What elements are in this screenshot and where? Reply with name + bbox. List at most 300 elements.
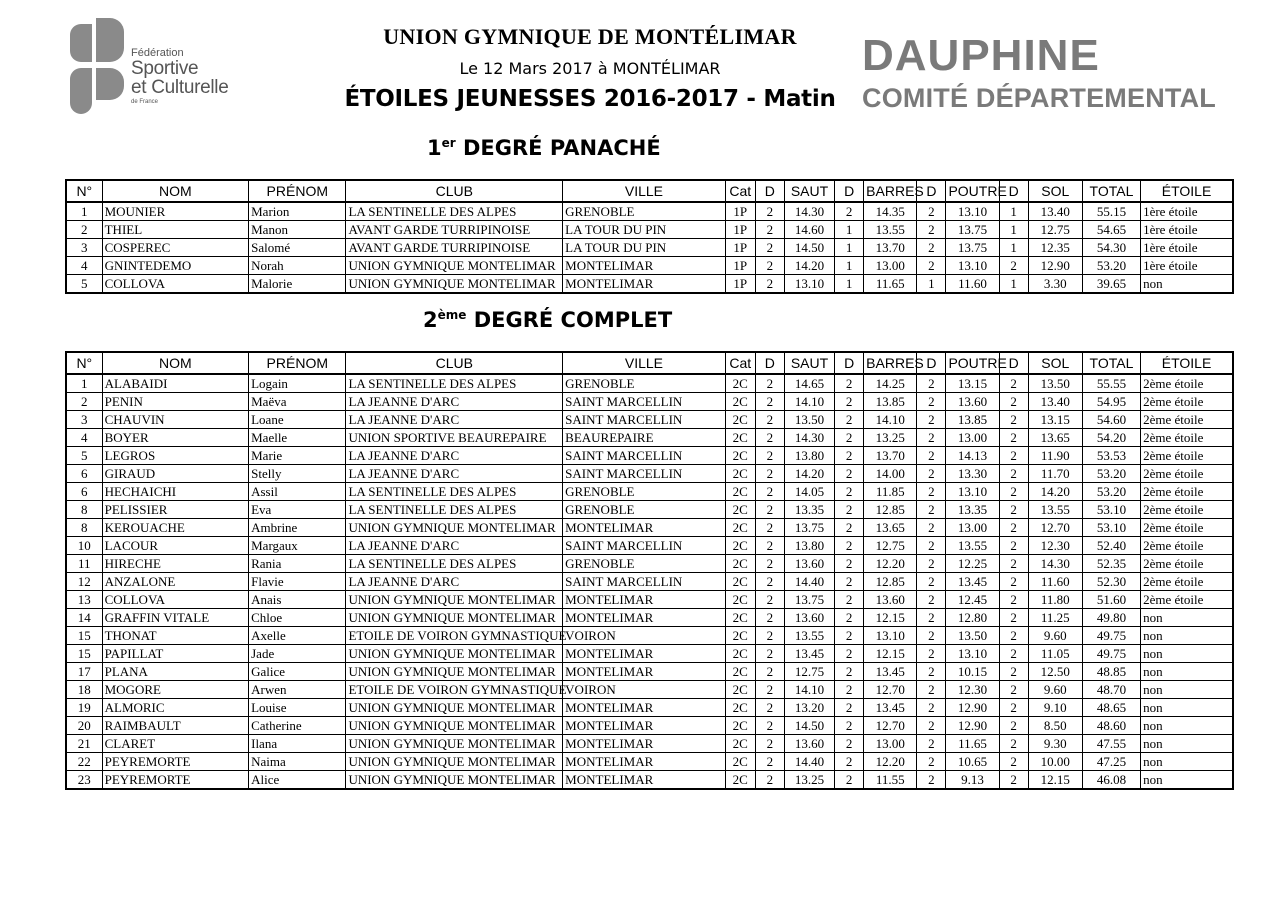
- column-header-cat: Cat: [725, 352, 755, 374]
- table-row: [66, 447, 1233, 465]
- cell-cat: 2C: [725, 609, 755, 627]
- section1-num: 1: [427, 136, 442, 160]
- cell-saut: 13.60: [784, 735, 834, 753]
- cell-poutre: 12.90: [946, 717, 999, 735]
- table-row: [66, 275, 1233, 294]
- column-header-d-barres: D: [835, 180, 864, 202]
- cell-prenom: Ilana: [249, 735, 346, 753]
- cell-saut: 13.45: [784, 645, 834, 663]
- cell-rank: 18: [66, 681, 102, 699]
- cell-nom: PENIN: [102, 393, 249, 411]
- cell-club: UNION GYMNIQUE MONTELIMAR: [346, 663, 563, 681]
- cell-prenom: Loane: [249, 411, 346, 429]
- cell-cat: 2C: [725, 465, 755, 483]
- cell-d-poutre: 2: [917, 573, 946, 591]
- cell-club: UNION GYMNIQUE MONTELIMAR: [346, 645, 563, 663]
- cell-d-poutre: 2: [917, 221, 946, 239]
- cell-sol: 12.90: [1028, 257, 1082, 275]
- cell-saut: 14.65: [784, 374, 834, 393]
- cell-d-saut: 2: [755, 663, 784, 681]
- cell-d-barres: 1: [835, 275, 864, 294]
- cell-etoile: non: [1141, 627, 1233, 645]
- cell-d-poutre: 2: [917, 735, 946, 753]
- cell-d-sol: 2: [999, 257, 1028, 275]
- cell-prenom: Manon: [249, 221, 346, 239]
- cell-barres: 13.55: [864, 221, 917, 239]
- cell-d-sol: 2: [999, 591, 1028, 609]
- table-row: [66, 202, 1233, 221]
- column-header-ville: VILLE: [563, 352, 726, 374]
- cell-d-barres: 2: [835, 609, 864, 627]
- cell-nom: THONAT: [102, 627, 249, 645]
- cell-poutre: 13.10: [946, 202, 999, 221]
- cell-sol: 10.00: [1028, 753, 1082, 771]
- cell-rank: 6: [66, 483, 102, 501]
- cell-etoile: 1ère étoile: [1141, 202, 1233, 221]
- cell-saut: 14.10: [784, 393, 834, 411]
- cell-d-barres: 2: [835, 202, 864, 221]
- cell-rank: 3: [66, 239, 102, 257]
- cell-d-poutre: 2: [917, 483, 946, 501]
- cell-d-saut: 2: [755, 627, 784, 645]
- cell-club: LA JEANNE D'ARC: [346, 411, 563, 429]
- cell-nom: COLLOVA: [102, 275, 249, 294]
- cell-d-sol: 2: [999, 717, 1028, 735]
- cell-d-saut: 2: [755, 374, 784, 393]
- cell-saut: 13.25: [784, 771, 834, 790]
- cell-club: LA SENTINELLE DES ALPES: [346, 374, 563, 393]
- cell-cat: 2C: [725, 699, 755, 717]
- cell-ville: SAINT MARCELLIN: [563, 465, 726, 483]
- cell-cat: 2C: [725, 591, 755, 609]
- cell-sol: 12.70: [1028, 519, 1082, 537]
- cell-club: AVANT GARDE TURRIPINOISE: [346, 239, 563, 257]
- cell-d-poutre: 1: [917, 275, 946, 294]
- cell-cat: 2C: [725, 429, 755, 447]
- cell-club: UNION GYMNIQUE MONTELIMAR: [346, 735, 563, 753]
- logo-text: [131, 48, 228, 105]
- cell-etoile: non: [1141, 645, 1233, 663]
- cell-d-saut: 2: [755, 465, 784, 483]
- cell-club: UNION GYMNIQUE MONTELIMAR: [346, 257, 563, 275]
- cell-club: UNION GYMNIQUE MONTELIMAR: [346, 753, 563, 771]
- column-header-d-sol: D: [999, 352, 1028, 374]
- table-row: [66, 537, 1233, 555]
- cell-sol: 9.30: [1028, 735, 1082, 753]
- cell-etoile: non: [1141, 663, 1233, 681]
- cell-d-saut: 2: [755, 717, 784, 735]
- cell-barres: 12.70: [864, 717, 917, 735]
- cell-nom: MOUNIER: [102, 202, 249, 221]
- column-header-cat: Cat: [725, 180, 755, 202]
- column-header-club: CLUB: [346, 180, 563, 202]
- cell-d-barres: 2: [835, 735, 864, 753]
- cell-club: LA SENTINELLE DES ALPES: [346, 483, 563, 501]
- cell-rank: 19: [66, 699, 102, 717]
- cell-d-poutre: 2: [917, 447, 946, 465]
- cell-barres: 13.70: [864, 447, 917, 465]
- cell-d-barres: 2: [835, 681, 864, 699]
- cell-nom: GIRAUD: [102, 465, 249, 483]
- table-row: [66, 573, 1233, 591]
- cell-d-poutre: 2: [917, 591, 946, 609]
- cell-d-saut: 2: [755, 699, 784, 717]
- cell-poutre: 11.65: [946, 735, 999, 753]
- cell-d-sol: 2: [999, 483, 1028, 501]
- table-row: [66, 393, 1233, 411]
- cell-rank: 3: [66, 411, 102, 429]
- cell-prenom: Axelle: [249, 627, 346, 645]
- cell-d-barres: 2: [835, 627, 864, 645]
- logo-shape-top-right: [96, 18, 124, 62]
- cell-d-saut: 2: [755, 501, 784, 519]
- column-header-ville: VILLE: [563, 180, 726, 202]
- cell-etoile: 1ère étoile: [1141, 239, 1233, 257]
- cell-total: 51.60: [1082, 591, 1140, 609]
- cell-d-saut: 2: [755, 257, 784, 275]
- cell-ville: MONTELIMAR: [563, 645, 726, 663]
- cell-d-poutre: 2: [917, 501, 946, 519]
- column-header-sol: SOL: [1028, 180, 1082, 202]
- brand-line2: COMITÉ DÉPARTEMENTAL: [862, 83, 1216, 113]
- cell-nom: MOGORE: [102, 681, 249, 699]
- cell-rank: 15: [66, 627, 102, 645]
- cell-d-sol: 1: [999, 202, 1028, 221]
- cell-club: LA JEANNE D'ARC: [346, 465, 563, 483]
- cell-ville: MONTELIMAR: [563, 609, 726, 627]
- cell-nom: PLANA: [102, 663, 249, 681]
- cell-rank: 5: [66, 275, 102, 294]
- cell-rank: 8: [66, 501, 102, 519]
- cell-rank: 12: [66, 573, 102, 591]
- cell-saut: 14.20: [784, 257, 834, 275]
- cell-etoile: 2ème étoile: [1141, 573, 1233, 591]
- cell-d-barres: 2: [835, 573, 864, 591]
- cell-d-sol: 1: [999, 239, 1028, 257]
- cell-prenom: Eva: [249, 501, 346, 519]
- logo-shape-bottom-right: [96, 68, 124, 100]
- cell-d-sol: 2: [999, 555, 1028, 573]
- cell-d-barres: 2: [835, 411, 864, 429]
- cell-rank: 1: [66, 374, 102, 393]
- cell-total: 39.65: [1082, 275, 1140, 294]
- cell-etoile: non: [1141, 699, 1233, 717]
- cell-d-poutre: 2: [917, 681, 946, 699]
- cell-prenom: Salomé: [249, 239, 346, 257]
- cell-d-saut: 2: [755, 645, 784, 663]
- section2-title: [423, 308, 672, 332]
- cell-club: LA SENTINELLE DES ALPES: [346, 202, 563, 221]
- cell-d-barres: 1: [835, 257, 864, 275]
- cell-barres: 14.25: [864, 374, 917, 393]
- cell-d-saut: 2: [755, 393, 784, 411]
- cell-etoile: 2ème étoile: [1141, 429, 1233, 447]
- cell-ville: GRENOBLE: [563, 374, 726, 393]
- cell-d-saut: 2: [755, 735, 784, 753]
- cell-total: 55.15: [1082, 202, 1140, 221]
- cell-ville: MONTELIMAR: [563, 257, 726, 275]
- cell-sol: 11.70: [1028, 465, 1082, 483]
- cell-d-poutre: 2: [917, 645, 946, 663]
- cell-total: 54.60: [1082, 411, 1140, 429]
- cell-ville: SAINT MARCELLIN: [563, 573, 726, 591]
- cell-barres: 13.45: [864, 699, 917, 717]
- cell-d-saut: 2: [755, 555, 784, 573]
- cell-sol: 11.60: [1028, 573, 1082, 591]
- cell-etoile: 2ème étoile: [1141, 555, 1233, 573]
- cell-cat: 2C: [725, 483, 755, 501]
- section2-sup: ème: [437, 308, 467, 322]
- cell-etoile: 2ème étoile: [1141, 501, 1233, 519]
- cell-barres: 13.85: [864, 393, 917, 411]
- cell-d-saut: 2: [755, 681, 784, 699]
- cell-total: 52.35: [1082, 555, 1140, 573]
- cell-nom: CHAUVIN: [102, 411, 249, 429]
- cell-ville: MONTELIMAR: [563, 771, 726, 790]
- cell-rank: 22: [66, 753, 102, 771]
- cell-cat: 2C: [725, 645, 755, 663]
- cell-saut: 13.60: [784, 555, 834, 573]
- cell-nom: GNINTEDEMO: [102, 257, 249, 275]
- cell-d-saut: 2: [755, 573, 784, 591]
- cell-sol: 9.10: [1028, 699, 1082, 717]
- cell-club: UNION GYMNIQUE MONTELIMAR: [346, 717, 563, 735]
- column-header-etoile: ÉTOILE: [1141, 180, 1233, 202]
- cell-d-sol: 2: [999, 627, 1028, 645]
- cell-d-poutre: 2: [917, 374, 946, 393]
- column-header-prenom: PRÉNOM: [249, 352, 346, 374]
- cell-total: 49.75: [1082, 627, 1140, 645]
- cell-nom: PEYREMORTE: [102, 753, 249, 771]
- cell-total: 53.20: [1082, 465, 1140, 483]
- cell-d-sol: 2: [999, 663, 1028, 681]
- cell-d-barres: 2: [835, 663, 864, 681]
- cell-barres: 12.75: [864, 537, 917, 555]
- cell-d-poutre: 2: [917, 771, 946, 790]
- cell-total: 53.53: [1082, 447, 1140, 465]
- brand-line1: DAUPHINE: [862, 31, 1100, 80]
- cell-d-poutre: 2: [917, 239, 946, 257]
- cell-total: 53.20: [1082, 483, 1140, 501]
- cell-poutre: 10.65: [946, 753, 999, 771]
- cell-d-barres: 2: [835, 519, 864, 537]
- cell-barres: 13.00: [864, 735, 917, 753]
- cell-prenom: Louise: [249, 699, 346, 717]
- cell-d-saut: 2: [755, 771, 784, 790]
- cell-total: 52.40: [1082, 537, 1140, 555]
- cell-sol: 12.35: [1028, 239, 1082, 257]
- table-row: [66, 519, 1233, 537]
- cell-prenom: Assil: [249, 483, 346, 501]
- cell-d-saut: 2: [755, 483, 784, 501]
- cell-total: 47.25: [1082, 753, 1140, 771]
- cell-club: LA JEANNE D'ARC: [346, 573, 563, 591]
- cell-ville: MONTELIMAR: [563, 275, 726, 294]
- cell-ville: MONTELIMAR: [563, 699, 726, 717]
- dauphine-brand: [862, 31, 1216, 113]
- cell-d-saut: 2: [755, 591, 784, 609]
- header-row: [66, 352, 1233, 374]
- cell-ville: MONTELIMAR: [563, 519, 726, 537]
- column-header-d-sol: D: [999, 180, 1028, 202]
- cell-etoile: 2ème étoile: [1141, 374, 1233, 393]
- column-header-d-poutre: D: [917, 180, 946, 202]
- cell-etoile: 2ème étoile: [1141, 465, 1233, 483]
- cell-poutre: 13.50: [946, 627, 999, 645]
- cell-prenom: Malorie: [249, 275, 346, 294]
- cell-cat: 2C: [725, 411, 755, 429]
- cell-nom: ALMORIC: [102, 699, 249, 717]
- cell-poutre: 12.30: [946, 681, 999, 699]
- table-row: [66, 717, 1233, 735]
- cell-ville: MONTELIMAR: [563, 663, 726, 681]
- cell-poutre: 13.10: [946, 257, 999, 275]
- cell-d-saut: 2: [755, 753, 784, 771]
- column-header-etoile: ÉTOILE: [1141, 352, 1233, 374]
- cell-sol: 12.30: [1028, 537, 1082, 555]
- cell-poutre: 11.60: [946, 275, 999, 294]
- cell-saut: 13.50: [784, 411, 834, 429]
- cell-poutre: 13.85: [946, 411, 999, 429]
- cell-d-barres: 2: [835, 465, 864, 483]
- cell-club: ETOILE DE VOIRON GYMNASTIQUE: [346, 681, 563, 699]
- cell-prenom: Jade: [249, 645, 346, 663]
- cell-barres: 11.85: [864, 483, 917, 501]
- cell-rank: 8: [66, 519, 102, 537]
- cell-ville: LA TOUR DU PIN: [563, 221, 726, 239]
- cell-cat: 2C: [725, 663, 755, 681]
- logo-line1: Fédération: [131, 47, 184, 59]
- section1-label: DEGRÉ PANACHÉ: [463, 136, 661, 160]
- cell-poutre: 12.80: [946, 609, 999, 627]
- cell-d-sol: 2: [999, 519, 1028, 537]
- cell-nom: LACOUR: [102, 537, 249, 555]
- cell-sol: 12.75: [1028, 221, 1082, 239]
- cell-rank: 21: [66, 735, 102, 753]
- cell-prenom: Alice: [249, 771, 346, 790]
- cell-barres: 12.85: [864, 501, 917, 519]
- cell-saut: 13.35: [784, 501, 834, 519]
- event-title: ÉTOILES JEUNESSES 2016-2017 - Matin: [344, 86, 836, 112]
- cell-saut: 13.80: [784, 447, 834, 465]
- cell-prenom: Catherine: [249, 717, 346, 735]
- date-line: Le 12 Mars 2017 à MONTÉLIMAR: [459, 59, 721, 78]
- table-row: [66, 609, 1233, 627]
- cell-barres: 14.10: [864, 411, 917, 429]
- cell-rank: 2: [66, 393, 102, 411]
- cell-total: 54.20: [1082, 429, 1140, 447]
- cell-rank: 17: [66, 663, 102, 681]
- cell-cat: 1P: [725, 202, 755, 221]
- cell-nom: CLARET: [102, 735, 249, 753]
- cell-total: 53.10: [1082, 501, 1140, 519]
- cell-sol: 13.40: [1028, 202, 1082, 221]
- table-row: [66, 591, 1233, 609]
- cell-d-sol: 2: [999, 573, 1028, 591]
- table-row: [66, 465, 1233, 483]
- cell-sol: 13.65: [1028, 429, 1082, 447]
- cell-club: UNION GYMNIQUE MONTELIMAR: [346, 519, 563, 537]
- cell-sol: 11.05: [1028, 645, 1082, 663]
- cell-d-poutre: 2: [917, 717, 946, 735]
- cell-poutre: 12.45: [946, 591, 999, 609]
- cell-saut: 13.60: [784, 609, 834, 627]
- cell-nom: LEGROS: [102, 447, 249, 465]
- column-header-poutre: POUTRE: [946, 180, 999, 202]
- cell-nom: PEYREMORTE: [102, 771, 249, 790]
- cell-barres: 12.15: [864, 609, 917, 627]
- cell-d-sol: 2: [999, 681, 1028, 699]
- cell-ville: GRENOBLE: [563, 501, 726, 519]
- cell-ville: GRENOBLE: [563, 202, 726, 221]
- cell-ville: SAINT MARCELLIN: [563, 447, 726, 465]
- cell-d-barres: 2: [835, 374, 864, 393]
- cell-sol: 13.55: [1028, 501, 1082, 519]
- column-header-rank: N°: [66, 180, 102, 202]
- cell-poutre: 10.15: [946, 663, 999, 681]
- column-header-total: TOTAL: [1082, 180, 1140, 202]
- cell-d-barres: 2: [835, 447, 864, 465]
- cell-poutre: 13.00: [946, 519, 999, 537]
- cell-prenom: Marion: [249, 202, 346, 221]
- cell-total: 49.75: [1082, 645, 1140, 663]
- cell-d-barres: 2: [835, 753, 864, 771]
- cell-d-poutre: 2: [917, 257, 946, 275]
- logo-shape-bottom: [70, 68, 92, 114]
- cell-rank: 13: [66, 591, 102, 609]
- cell-barres: 14.00: [864, 465, 917, 483]
- cell-d-saut: 2: [755, 221, 784, 239]
- cell-etoile: non: [1141, 735, 1233, 753]
- cell-poutre: 13.30: [946, 465, 999, 483]
- table-row: [66, 411, 1233, 429]
- cell-prenom: Flavie: [249, 573, 346, 591]
- cell-ville: BEAUREPAIRE: [563, 429, 726, 447]
- cell-barres: 12.15: [864, 645, 917, 663]
- cell-total: 53.10: [1082, 519, 1140, 537]
- cell-sol: 13.40: [1028, 393, 1082, 411]
- cell-nom: RAIMBAULT: [102, 717, 249, 735]
- cell-d-barres: 1: [835, 221, 864, 239]
- cell-cat: 2C: [725, 374, 755, 393]
- cell-barres: 12.20: [864, 753, 917, 771]
- cell-poutre: 13.45: [946, 573, 999, 591]
- cell-total: 47.55: [1082, 735, 1140, 753]
- cell-saut: 13.20: [784, 699, 834, 717]
- cell-prenom: Maëva: [249, 393, 346, 411]
- cell-rank: 11: [66, 555, 102, 573]
- cell-d-sol: 1: [999, 221, 1028, 239]
- cell-club: LA JEANNE D'ARC: [346, 447, 563, 465]
- cell-total: 55.55: [1082, 374, 1140, 393]
- cell-saut: 14.50: [784, 717, 834, 735]
- cell-etoile: non: [1141, 681, 1233, 699]
- cell-saut: 13.75: [784, 591, 834, 609]
- cell-prenom: Stelly: [249, 465, 346, 483]
- cell-total: 54.65: [1082, 221, 1140, 239]
- cell-ville: VOIRON: [563, 627, 726, 645]
- column-header-barres: BARRES: [864, 180, 917, 202]
- cell-sol: 11.80: [1028, 591, 1082, 609]
- cell-d-sol: 2: [999, 393, 1028, 411]
- column-header-d-saut: D: [755, 180, 784, 202]
- cell-d-sol: 2: [999, 537, 1028, 555]
- cell-prenom: Galice: [249, 663, 346, 681]
- cell-d-poutre: 2: [917, 627, 946, 645]
- cell-total: 46.08: [1082, 771, 1140, 790]
- cell-poutre: 13.10: [946, 645, 999, 663]
- cell-saut: 13.80: [784, 537, 834, 555]
